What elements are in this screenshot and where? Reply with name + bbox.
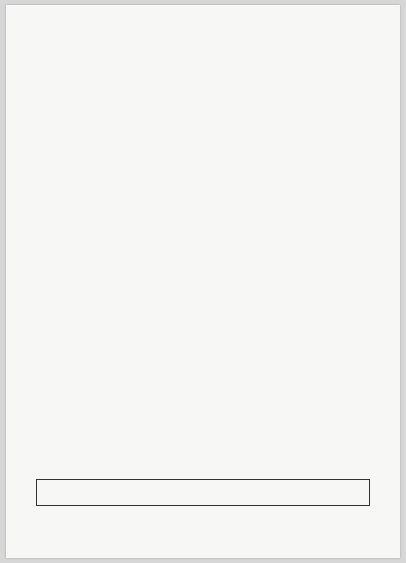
text-block-8	[26, 349, 380, 397]
page-number	[193, 533, 213, 541]
text-block-4	[26, 163, 380, 219]
text-block-2	[26, 71, 380, 119]
text-block-7	[26, 321, 380, 345]
text-block-6	[26, 271, 380, 319]
text-block-3	[26, 121, 380, 161]
text-block-10	[26, 419, 380, 461]
document-page	[6, 5, 400, 558]
text-block-9	[26, 401, 380, 417]
notice-box	[36, 479, 370, 506]
text-block-1	[26, 29, 380, 69]
notice-title	[158, 465, 248, 473]
text-block-5	[26, 221, 380, 269]
section-heading	[26, 16, 36, 24]
